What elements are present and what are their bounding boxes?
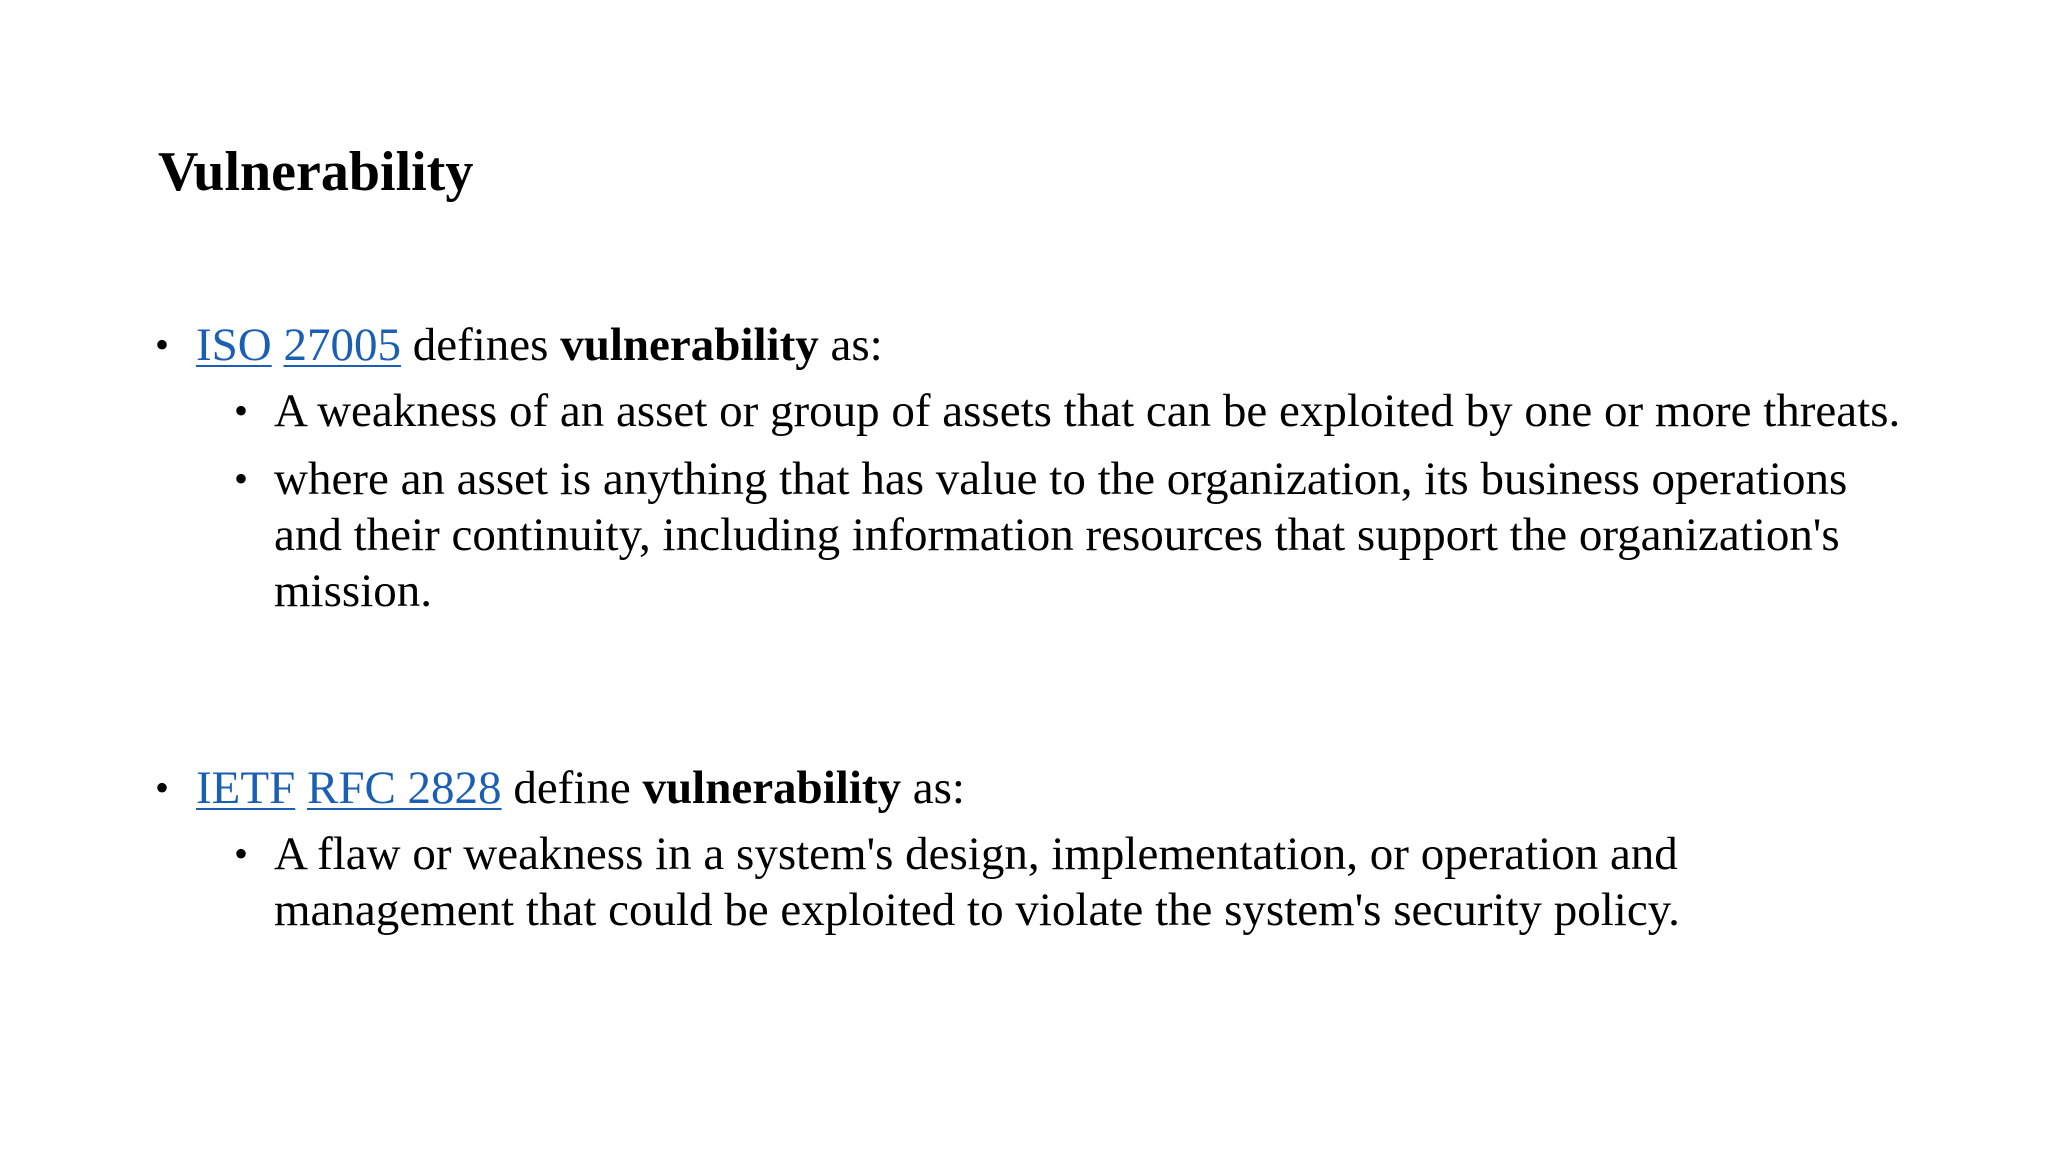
bullet-dot: • <box>234 831 249 876</box>
ietf-definition-section <box>0 760 2048 938</box>
bullet-ietf-rfc-2828 <box>0 760 2048 816</box>
sub-bullet-text: A flaw or weakness in a system's design, implementation, or operation and management that could be exploited to violate the system's security policy. <box>274 828 1680 936</box>
sub-bullet-text: A weakness of an asset or group of assets that can be exploited by one or more threats. <box>274 385 1901 437</box>
term-vulnerability: vulnerability <box>560 319 819 371</box>
iso-definition-section <box>0 317 2048 619</box>
bullet-dot: • <box>234 456 249 501</box>
define-text: define <box>513 762 631 814</box>
sub-bullet-flaw <box>0 826 1924 938</box>
bullet-dot: • <box>234 388 249 433</box>
as-text: as: <box>912 762 965 814</box>
iso-link[interactable]: ISO <box>196 319 272 371</box>
bullet-dot: • <box>155 322 170 367</box>
sub-bullet-text: where an asset is anything that has value to the organization, its business operations and their continuity, including information resources that support the organization's mission. <box>274 453 1848 617</box>
ietf-link[interactable]: IETF <box>196 762 296 814</box>
bullet-iso-27005 <box>0 317 2048 373</box>
27005-link[interactable]: 27005 <box>283 319 401 371</box>
sub-bullet-weakness <box>0 383 1924 439</box>
bullet-dot: • <box>155 765 170 810</box>
sub-bullet-asset <box>0 451 1924 619</box>
defines-text: defines <box>412 319 549 371</box>
as-text: as: <box>830 319 883 371</box>
term-vulnerability: vulnerability <box>642 762 902 814</box>
rfc-2828-link[interactable]: RFC 2828 <box>306 762 502 814</box>
slide-title: Vulnerability <box>158 141 474 203</box>
